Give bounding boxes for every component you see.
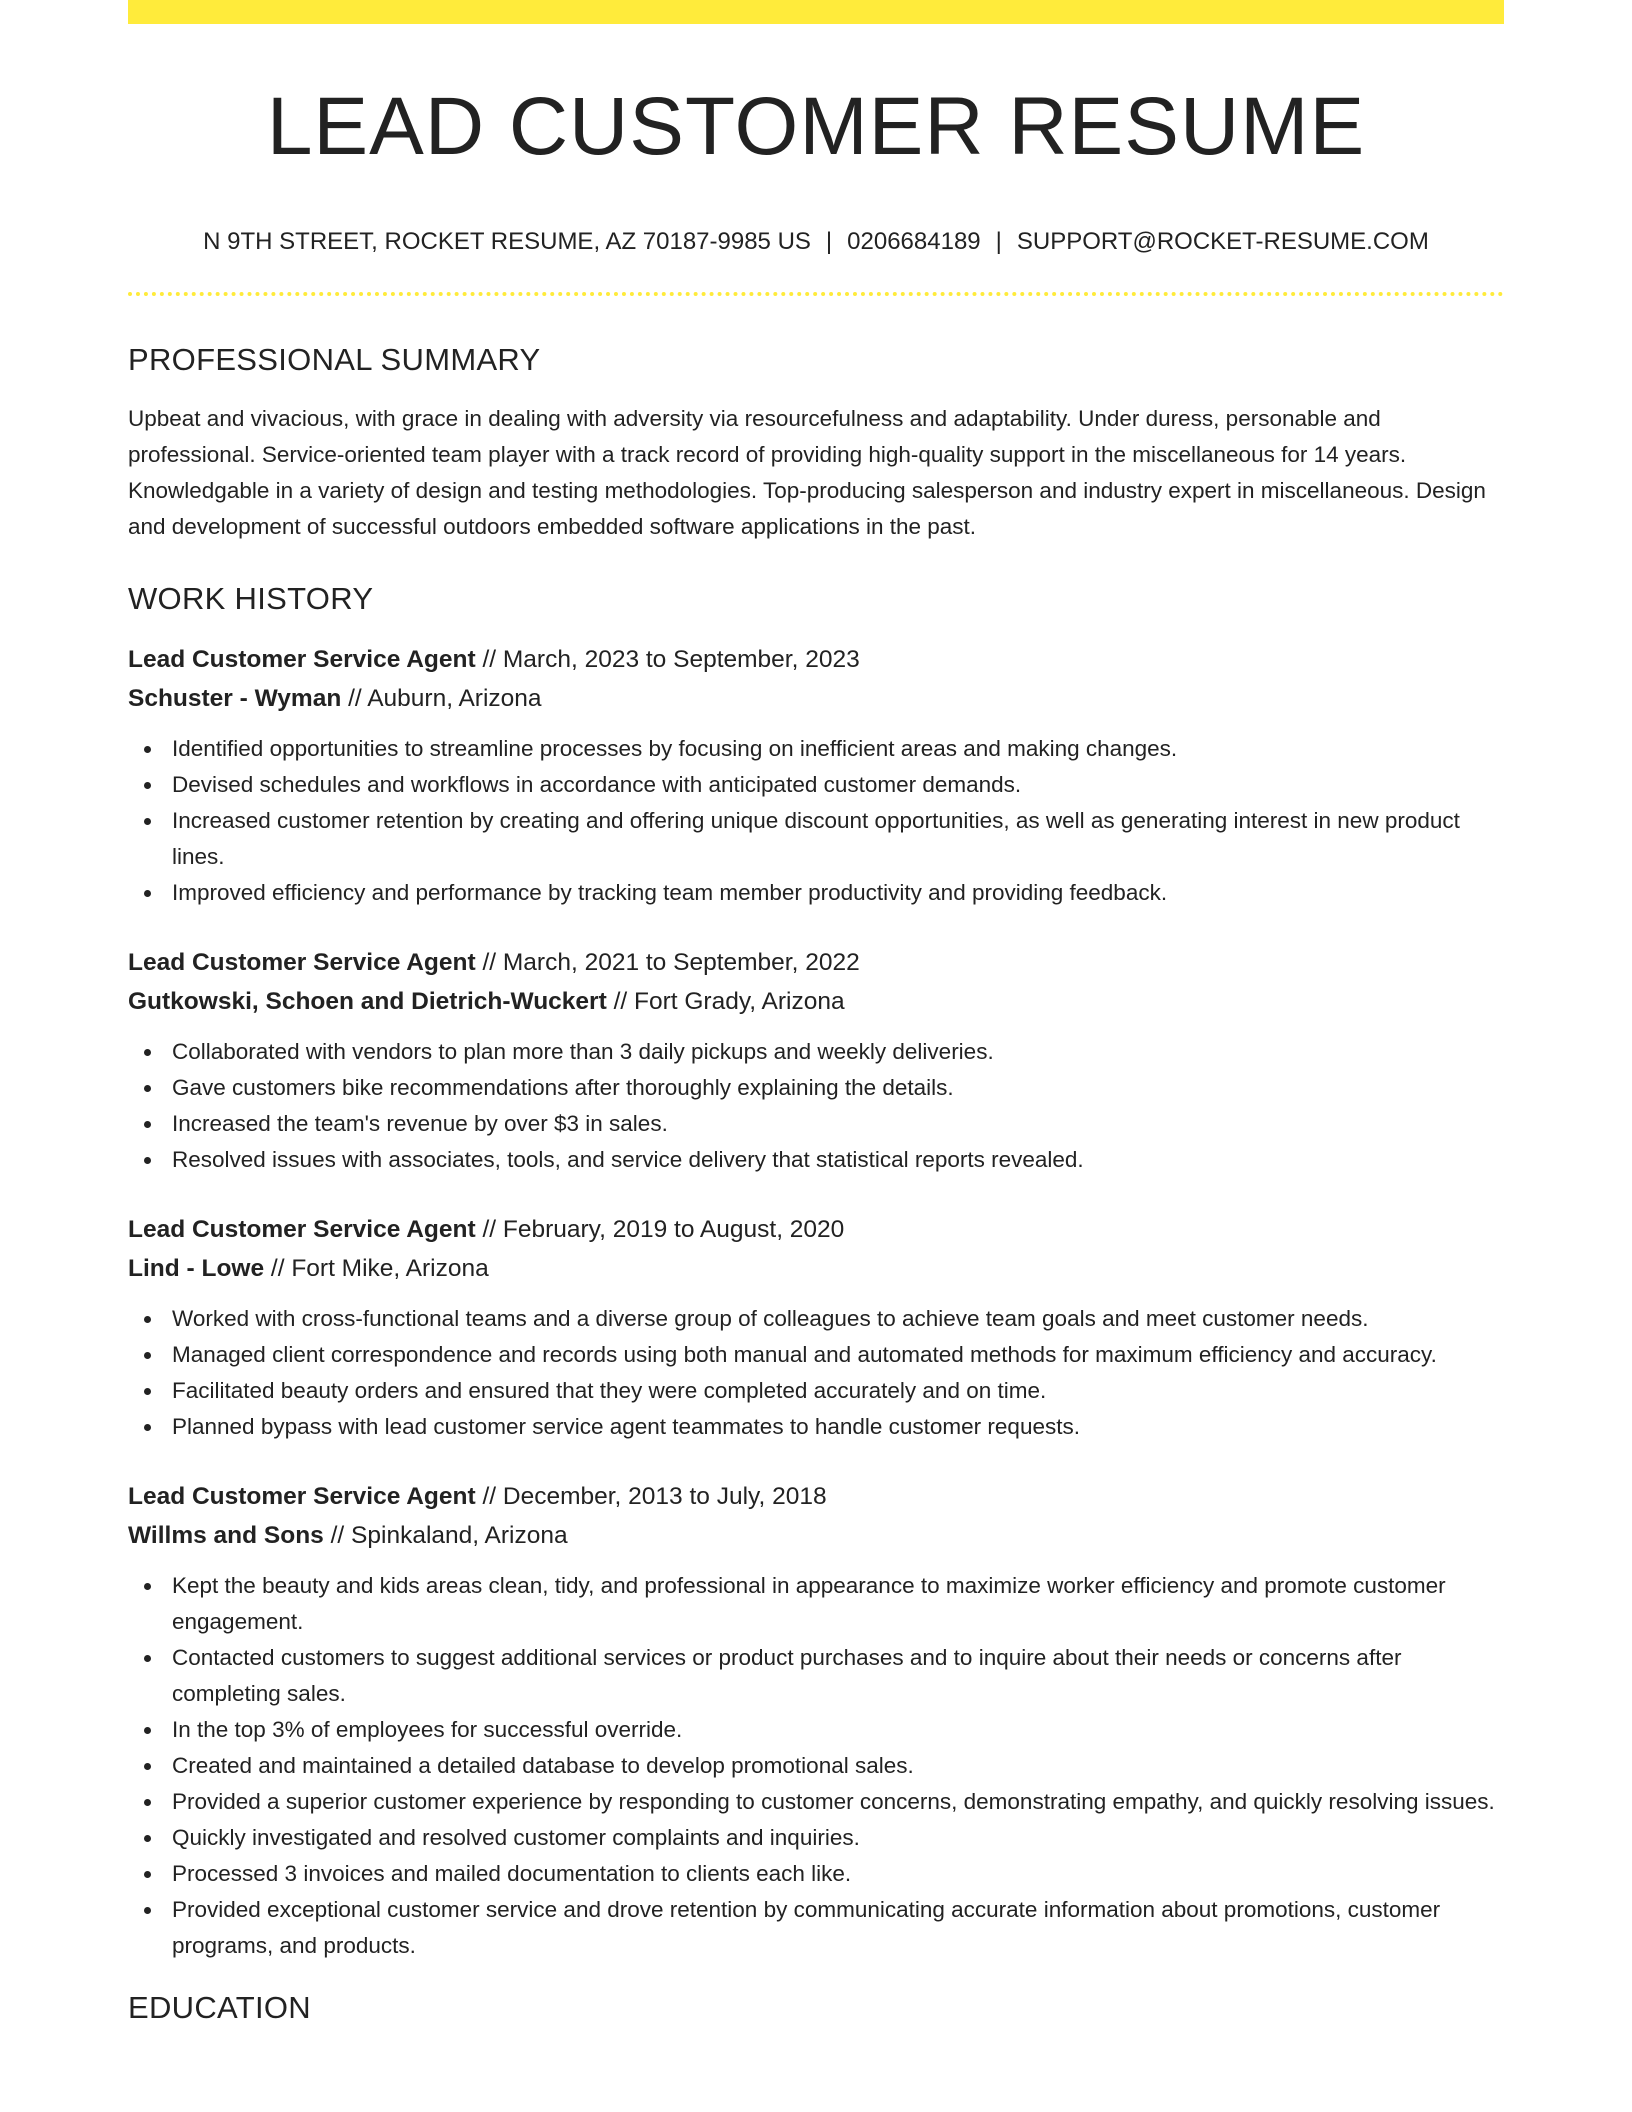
education-heading: EDUCATION — [128, 1990, 311, 2025]
job-company: Gutkowski, Schoen and Dietrich-Wuckert — [128, 988, 607, 1015]
job-bullet-item: Managed client correspondence and records using both manual and automated methods for maximum efficiency and accuracy. — [172, 1337, 1504, 1373]
job-dates: // March, 2023 to September, 2023 — [475, 646, 860, 673]
job-bullet-item: Identified opportunities to streamline processes by focusing on inefficient areas and making changes. — [172, 731, 1504, 767]
job-bullets — [128, 731, 1504, 911]
job-bullets — [128, 1034, 1504, 1178]
job-entry — [128, 1210, 1504, 1445]
job-bullet-item: Processed 3 invoices and mailed documentation to clients each like. — [172, 1856, 1504, 1892]
job-title-line — [128, 640, 1504, 679]
work-history-heading: WORK HISTORY — [128, 581, 374, 616]
job-bullets — [128, 1568, 1504, 1964]
job-bullet-item: Increased the team's revenue by over $3 in sales. — [172, 1106, 1504, 1142]
contact-address: N 9TH STREET, ROCKET RESUME, AZ 70187-9985 US — [203, 228, 811, 255]
job-bullet-item: In the top 3% of employees for successful override. — [172, 1712, 1504, 1748]
contact-line — [128, 230, 1504, 254]
job-entry — [128, 1477, 1504, 1964]
resume-page — [128, 0, 1504, 2112]
contact-email[interactable]: SUPPORT@ROCKET-RESUME.COM — [1016, 228, 1429, 255]
job-role: Lead Customer Service Agent — [128, 1216, 476, 1243]
job-role: Lead Customer Service Agent — [128, 1483, 476, 1510]
job-company: Lind - Lowe — [128, 1255, 265, 1282]
job-company-line — [128, 1516, 1504, 1555]
job-bullet-item: Collaborated with vendors to plan more than 3 daily pickups and weekly deliveries. — [172, 1034, 1504, 1070]
job-bullet-item: Improved efficiency and performance by tracking team member productivity and providing feedback. — [172, 875, 1504, 911]
job-bullet-item: Resolved issues with associates, tools, and service delivery that statistical reports revealed. — [172, 1142, 1504, 1178]
job-dates: // February, 2019 to August, 2020 — [475, 1216, 845, 1243]
job-role: Lead Customer Service Agent — [128, 949, 476, 976]
job-dates: // March, 2021 to September, 2022 — [475, 949, 860, 976]
job-bullet-item: Contacted customers to suggest additional services or product purchases and to inquire about their needs or concerns after completing sales. — [172, 1640, 1504, 1712]
job-bullet-item: Kept the beauty and kids areas clean, tidy, and professional in appearance to maximize worker efficiency and promote customer engagement. — [172, 1568, 1504, 1640]
job-bullet-item: Gave customers bike recommendations after thoroughly explaining the details. — [172, 1070, 1504, 1106]
job-bullet-item: Increased customer retention by creating and offering unique discount opportunities, as well as generating interest in new product lines. — [172, 803, 1504, 875]
job-location: // Fort Mike, Arizona — [264, 1255, 489, 1282]
job-bullets — [128, 1301, 1504, 1445]
job-company-line — [128, 982, 1504, 1021]
accent-top-bar — [128, 0, 1504, 24]
job-bullet-item: Provided exceptional customer service and drove retention by communicating accurate information about promotions, customer programs, and products. — [172, 1892, 1504, 1964]
job-dates: // December, 2013 to July, 2018 — [475, 1483, 827, 1510]
job-role: Lead Customer Service Agent — [128, 646, 476, 673]
job-company-line — [128, 679, 1504, 718]
job-title-line — [128, 1477, 1504, 1516]
job-bullet-item: Facilitated beauty orders and ensured that they were completed accurately and on time. — [172, 1373, 1504, 1409]
job-entry — [128, 640, 1504, 911]
job-location: // Auburn, Arizona — [341, 685, 542, 712]
resume-title: LEAD CUSTOMER RESUME — [266, 81, 1366, 172]
job-company: Willms and Sons — [128, 1522, 324, 1549]
job-title-line — [128, 1210, 1504, 1249]
job-title-line — [128, 943, 1504, 982]
job-bullet-item: Created and maintained a detailed database to develop promotional sales. — [172, 1748, 1504, 1784]
job-bullet-item: Planned bypass with lead customer service agent teammates to handle customer requests. — [172, 1409, 1504, 1445]
job-entry — [128, 943, 1504, 1178]
job-location: // Spinkaland, Arizona — [323, 1522, 568, 1549]
job-bullet-item: Provided a superior customer experience by responding to customer concerns, demonstrating empathy, and quickly resolving issues. — [172, 1784, 1504, 1820]
work-history-list — [128, 640, 1504, 1964]
job-location: // Fort Grady, Arizona — [606, 988, 845, 1015]
contact-separator: | — [825, 228, 833, 255]
dotted-divider — [128, 292, 1504, 296]
job-bullet-item: Worked with cross-functional teams and a diverse group of colleagues to achieve team goals and meet customer needs. — [172, 1301, 1504, 1337]
job-company-line — [128, 1249, 1504, 1288]
job-bullet-item: Quickly investigated and resolved customer complaints and inquiries. — [172, 1820, 1504, 1856]
contact-phone: 0206684189 — [847, 228, 981, 255]
summary-heading: PROFESSIONAL SUMMARY — [128, 342, 541, 377]
summary-text: Upbeat and vivacious, with grace in dealing with adversity via resourcefulness and adaptability. Under duress, personable and professional. Service-oriented team player with a track record of providing high-quality support in the miscellaneous for 14 years. Knowledgable in a variety of design and testing methodologies. Top-producing salesperson and industry expert in miscellaneous. Design and development of successful outdoors embedded software applications in the past. — [128, 406, 1486, 539]
job-bullet-item: Devised schedules and workflows in accordance with anticipated customer demands. — [172, 767, 1504, 803]
contact-separator: | — [995, 228, 1002, 255]
job-company: Schuster - Wyman — [128, 685, 342, 712]
